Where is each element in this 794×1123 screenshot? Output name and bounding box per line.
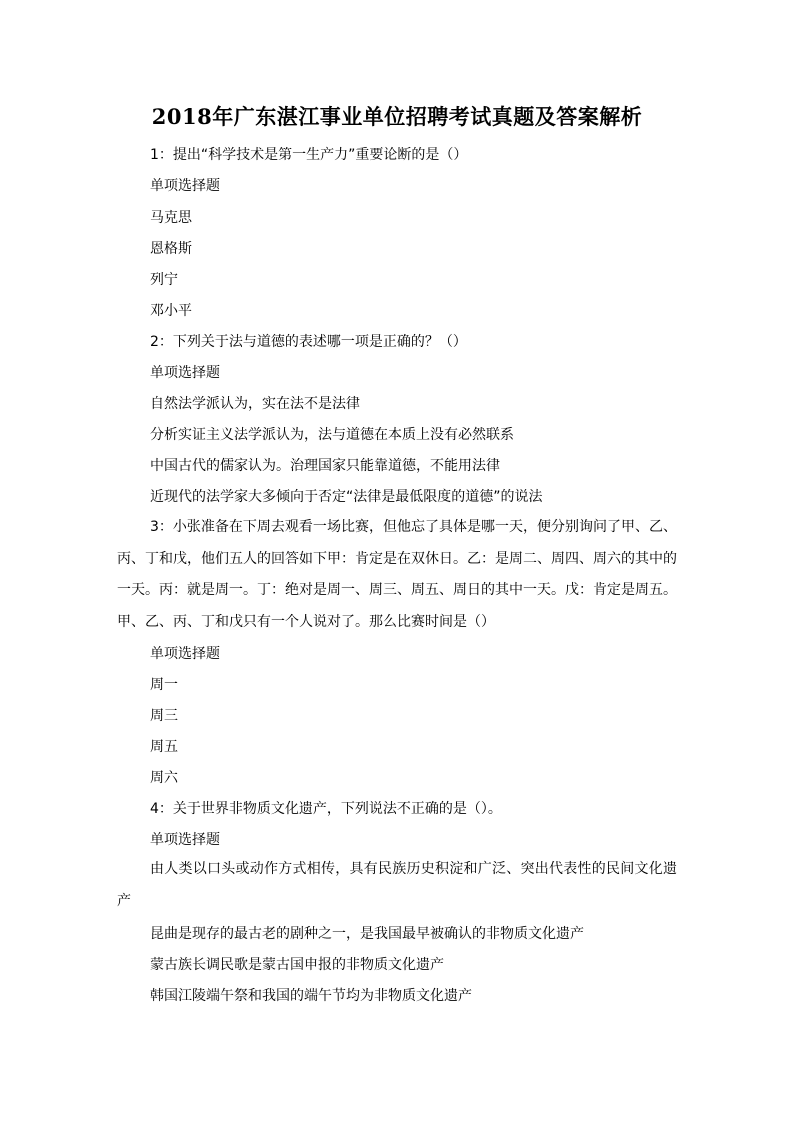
question-1-option-a: 马克思 bbox=[150, 210, 192, 226]
question-4-option-a: 由人类以口头或动作方式相传，具有民族历史积淀和广泛、突出代表性的民间文化遗产 bbox=[117, 861, 677, 909]
question-2-option-b: 分析实证主义法学派认为，法与道德在本质上没有必然联系 bbox=[150, 427, 514, 443]
question-4-option-b: 昆曲是现存的最古老的剧种之一，是我国最早被确认的非物质文化遗产 bbox=[150, 926, 584, 942]
question-3-stem: 3：小张准备在下周去观看一场比赛，但他忘了具体是哪一天，便分别询问了甲、乙、丙、丁和戊，他们五人的回答如下甲：肯定是在双休日。乙：是周二、周四、周六的其中的一天。丙：就是周一。丁：绝对是周一、周三、周五、周日的其中一天。戊：肯定是周五。甲、乙、丙、丁和戊只有一个人说对了。那么比赛时间是（） bbox=[117, 519, 677, 630]
document-title: 2018年广东湛江事业单位招聘考试真题及答案解析 bbox=[151, 104, 643, 129]
question-4-stem: 4：关于世界非物质文化遗产，下列说法不正确的是（）。 bbox=[150, 801, 502, 817]
question-3-option-d: 周六 bbox=[150, 770, 178, 786]
question-1-type: 单项选择题 bbox=[150, 178, 220, 194]
question-4-option-c: 蒙古族长调民歌是蒙古国申报的非物质文化遗产 bbox=[150, 957, 444, 973]
question-4-type: 单项选择题 bbox=[150, 832, 220, 848]
question-3-option-b: 周三 bbox=[150, 708, 178, 724]
question-3-type: 单项选择题 bbox=[150, 646, 220, 662]
question-1-option-c: 列宁 bbox=[150, 272, 178, 288]
question-3-option-c: 周五 bbox=[150, 739, 178, 755]
question-2-option-a: 自然法学派认为，实在法不是法律 bbox=[150, 396, 360, 412]
question-1-option-b: 恩格斯 bbox=[150, 241, 192, 257]
question-2-type: 单项选择题 bbox=[150, 365, 220, 381]
question-4-option-d: 韩国江陵端午祭和我国的端午节均为非物质文化遗产 bbox=[150, 988, 472, 1004]
question-2-option-c: 中国古代的儒家认为。治理国家只能靠道德，不能用法律 bbox=[150, 458, 500, 474]
question-3-option-a: 周一 bbox=[150, 677, 178, 693]
question-2-stem: 2：下列关于法与道德的表述哪一项是正确的？（） bbox=[150, 334, 467, 350]
question-1-stem: 1：提出“科学技术是第一生产力”重要论断的是（） bbox=[150, 147, 468, 163]
question-1-option-d: 邓小平 bbox=[150, 303, 192, 319]
question-2-option-d: 近现代的法学家大多倾向于否定“法律是最低限度的道德”的说法 bbox=[150, 489, 543, 505]
